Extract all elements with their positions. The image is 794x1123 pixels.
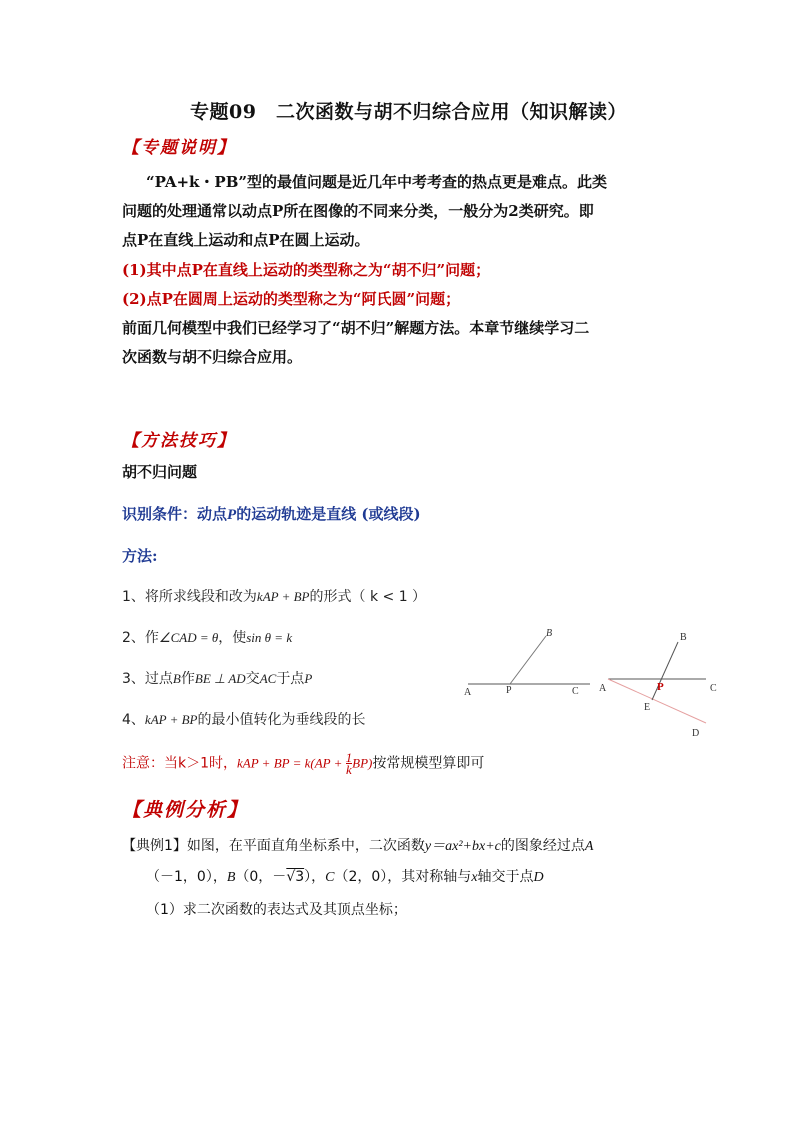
example-text-1: 如图，在平面直角坐标系中，二次函数 [186,838,425,854]
example-1-question-1: （1）求二次函数的表达式及其顶点坐标； [146,902,407,918]
intro-line-1: “PA+k・PB”型的最值问题是近几年中考考查的热点更是难点。此类 [146,173,608,191]
intro-line-4: 前面几何模型中我们已经学习了“胡不归”解题方法。本章节继续学习二 [122,319,590,337]
step-1 [122,586,426,606]
step-1-text-a: 1、将所求线段和改为 [122,589,257,605]
step-3-text-b: 作 [180,671,195,687]
note-expr-left: kAP + BP = k(AP + [237,755,346,771]
label-E: E [644,702,651,713]
step-3-B: B [172,671,181,686]
x-axis-var: x [471,870,478,885]
example-text-axis: 轴交于点 [477,869,534,885]
note-text-b: 按常规模型算即可 [372,755,485,772]
diagram-2 [594,626,734,740]
example-text-2: 的图象经过点 [500,838,585,854]
example-label: 【典例1】 [122,838,187,854]
label-C: C [710,683,717,694]
line-PB [510,636,546,684]
fraction-numerator: 1 [345,750,353,765]
point-C-coords: （2，0），其对称轴与 [334,869,472,885]
point-A-coords: （－1，0）， [146,869,227,885]
step-2 [122,627,292,647]
label-D: D [692,728,700,739]
step-3-P: P [304,671,313,686]
step-2-expr2: sin θ = k [246,630,293,645]
step-3-AC: AC [259,671,277,686]
label-A: A [599,683,607,694]
step-3-text-d: 于点 [276,671,305,687]
intro-item-2: (2)点P在圆周上运动的类型称之为“阿氏圆”问题； [122,290,461,308]
sqrt-three: √3 [286,869,305,885]
note-expr-right: BP) [352,755,373,771]
label-B: B [546,628,553,639]
page-title: 专题09 二次函数与胡不归综合应用（知识解读） [190,101,627,123]
step-1-text-b: 的形式（ k < 1 ） [309,589,427,605]
step-4-expr: kAP + BP [144,712,198,727]
label-A: A [464,687,472,698]
step-3-text-a: 3、过点 [122,671,173,687]
intro-line-2: 问题的处理通常以动点P所在图像的不同来分类，一般分为2类研究。即 [122,202,594,220]
method-name: 胡不归问题 [122,463,198,481]
point-B-coords-b: ）， [304,869,326,885]
point-B-coords-a: （0，－ [235,869,287,885]
step-4-text-b: 的最小值转化为垂线段的长 [197,712,366,728]
section-header-method: 【方法技巧】 [122,431,236,451]
condition-var: P [227,507,237,523]
recognition-condition [122,503,421,524]
line-BE [652,642,678,700]
diagram-1 [460,622,600,702]
step-3-text-c: 交 [245,671,260,687]
section-header-examples: 【典例分析】 [122,799,249,821]
intro-line-5: 次函数与胡不归综合应用。 [122,348,303,366]
label-P: P [657,681,664,693]
method-label: 方法: [122,547,158,565]
step-1-expr: kAP + BP [256,589,310,604]
note-text-a: 注意：当k＞1时， [122,755,238,772]
step-4-text-a: 4、 [122,712,145,728]
example-point-C: C [325,870,335,885]
intro-item-1: (1)其中点P在直线上运动的类型称之为“胡不归”问题； [122,261,491,279]
intro-line-3: 点P在直线上运动和点P在圆上运动。 [122,231,370,249]
fraction-denominator: k [346,762,352,777]
label-C: C [572,686,579,697]
example-function: y＝ax²+bx+c [424,839,501,854]
step-2-expr: ∠CAD = θ [158,630,219,645]
label-B: B [680,632,687,643]
example-1-line-1 [122,835,593,855]
step-3-expr: BE ⊥ AD [194,671,246,686]
step-3 [122,668,312,688]
step-4 [122,709,366,729]
example-point-D: D [533,870,544,885]
step-2-text-a: 2、作 [122,630,159,646]
example-1-line-2 [146,866,544,886]
condition-suffix: 的运动轨迹是直线 (或线段) [236,505,421,523]
example-point-A: A [584,839,594,854]
section-header-topic: 【专题说明】 [122,138,236,158]
note [122,752,484,775]
step-2-text-b: ，使 [218,630,247,646]
example-point-B: B [226,870,236,885]
label-P: P [506,685,512,696]
condition-prefix: 识别条件：动点 [122,505,228,523]
